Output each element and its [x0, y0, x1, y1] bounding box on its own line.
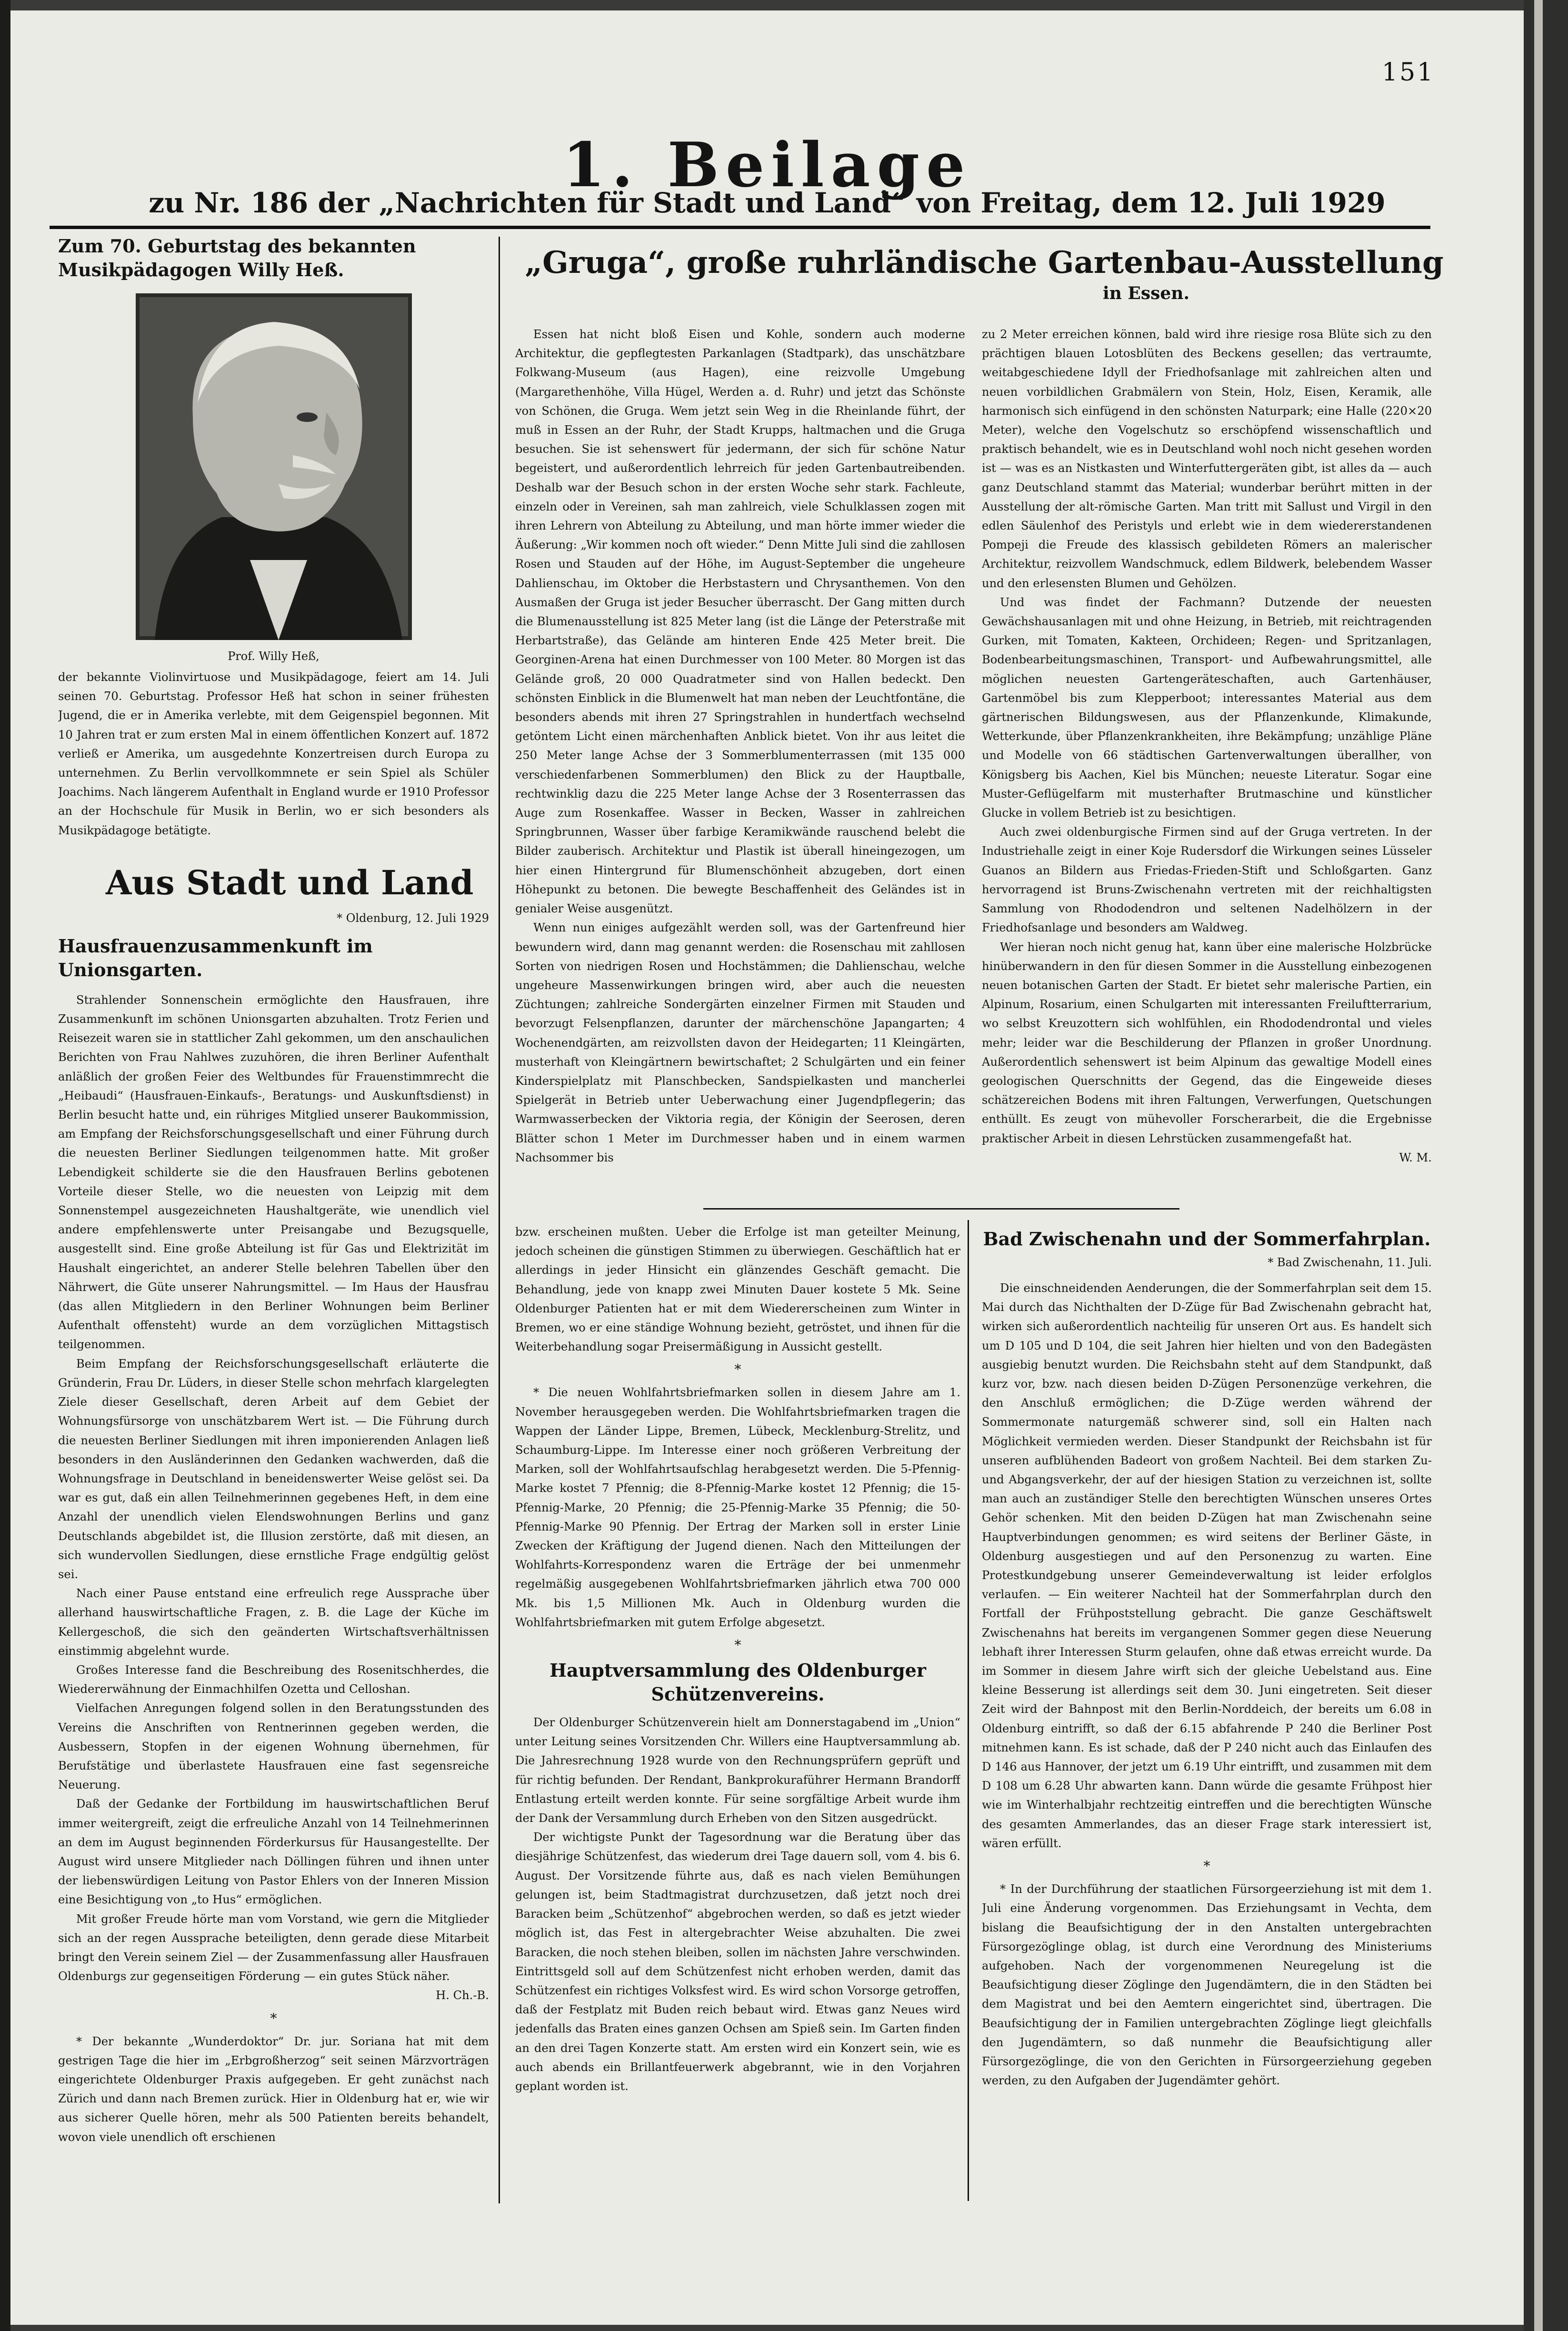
gruga-paragraph: Essen hat nicht bloß Eisen und Kohle, sondern auch moderne Architektur, die gepflegtesten Parkanlagen (Stadtpark), das unschätzbare Folkwang-Museum (aus Hagen), eine reizvolle Umgebung (Margarethenhöhe, Villa Hügel, Werden a. d. Ruhr) und jetzt das Schönste von Schönen, die Gruga. Wem jetzt sein Weg in die Rheinlande führt, der muß in Essen an der Ruhr, der Stadt Krupps, haltmachen und die Gruga besuchen. Sie ist sehenswert für jedermann, der sich für schöne Natur begeistert, und außerordentlich lehrreich für jeden Gartenbautreibenden. Deshalb war der Besuch schon in der ersten Woche sehr stark. Fachleute, einzeln oder in Vereinen, sah man zahlreich, viele Schulklassen zogen mit ihren Lehrern von Abteilung zu Abteilung, und man hörte immer wieder die Äußerung: „Wir kommen noch oft wieder.“ Denn Mitte Juli sind die zahllosen Rosen und Stauden auf der Höhe, im August-September die ungeheure Dahlienschau, im Oktober die Herbstastern und Chrysanthemen. Von den Ausmaßen der Gruga ist jeder Besucher überrascht. Der Gang mitten durch die Blumenausstellung ist 825 Meter lang (ist die Länge der Peterstraße mit Herbartstraße), das Gelände am hinteren Ende 425 Meter breit. Die Georginen-Arena hat einen Durchmesser von 100 Meter. 80 Morgen ist das Gelände groß, 20 000 Quadratmeter sind von Hallen bedeckt. Den schönsten Einblick in die Blumenwelt hat man neben der Leuchtfontäne, die besonders abends mit ihren 27 Springstrahlen in hundertfach wechselnd getöntem Licht einen märchenhaften Anblick bietet. Von ihr aus leitet die 250 Meter lange Achse der 3 Sommerblumenterrassen (mit 135 000 verschiedenfarbenen Sommerblumen) den Blick zu der Hauptballe, rechtwinklig dazu die 225 Meter lange Achse der 3 Rosenterrassen das Auge zum Rosenkaffee. Wasser in Becken, Wasser in zahlreichen Springbrunnen, Wasser über farbige Keramikwände rauschend belebt die Bilder zauberisch. Architektur und Plastik ist überall hineingezogen, um hier einen Hintergrund für Blumenschönheit abzugeben, dort einen Höhepunkt zu betonen. Die bewegte Beschaffenheit des Geländes ist in genialer Weise ausgenützt.: [515, 328, 965, 916]
gruga-paragraph: Auch zwei oldenburgische Firmen sind auf der Gruga vertreten. In der Industriehalle zeigt in einer Koje Rudersdorf die Wirkungen seines Lüsseler Guanos an Bildern aus Friedas-Frieden-Stift und Schloßgarten. Ganz hervorragend ist Bruns-Zwischenahn vertreten mit der reichhaltigsten Sammlung von Rhododendron und seltenen Nadelhölzern in der Friedhofsanlage und besonders am Waldweg.: [982, 825, 1432, 935]
separator-star: *: [270, 2010, 277, 2026]
scan-left-edge: [0, 0, 10, 2331]
zwischenahn-dateline: * Bad Zwischenahn, 11. Juli.: [1268, 1256, 1432, 1269]
schuetzen-paragraph: Der Oldenburger Schützenverein hielt am Donnerstagabend im „Union“ unter Leitung seines Vorsitzenden Chr. Willers eine Hauptversammlung ab. Die Jahresrechnung 1928 wurde von den Rechnungsprüfern geprüft und für richtig befunden. Der Rendant, Bankprokuraführer Hermann Brandorff Entlastung erteilt werden konnte. Für seine sorgfältige Arbeit wurde ihm der Dank der Versammlung durch Erheben von den Sitzen ausgedrückt.: [515, 1716, 960, 1825]
gruga-column-1: [515, 325, 965, 1206]
masthead-subtitle: zu Nr. 186 der „Nachrichten für Stadt und Land“ von Freitag, dem 12. Juli 1929: [149, 187, 1386, 219]
hausfrauen-paragraph: Nach einer Pause entstand eine erfreulich rege Aussprache über allerhand hauswirtschaftliche Fragen, z. B. die Lage der Küche im Kellergeschoß, die sich den geänderten Wirtschaftsverhältnissen einstimmig abgelehnt wurde.: [58, 1587, 489, 1658]
separator-star: *: [734, 1637, 741, 1653]
hausfrauen-paragraph: Mit großer Freude hörte man vom Vorstand, wie gern die Mitglieder sich an der regen Aussprache beteiligten, denn gerade diese Mitarbeit bringt den Verein seinem Ziel — der Zusammenfassung aller Hausfrauen Oldenburgs zur gegenseitigen Förderung — ein gutes Stück näher.: [58, 1912, 489, 1983]
hausfrauen-paragraph: Daß der Gedanke der Fortbildung im hauswirtschaftlichen Beruf immer weitergreift, zeigt die erfreuliche Anzahl von 14 Teilnehmerinnen an dem im August beginnenden Förderkursus für Hausangestellte. Der August wird unsere Mitglieder nach Döllingen führen und ihnen unter der liebenswürdigen Leitung von Pastor Ehlers von der Inneren Mission eine Besichtigung von „to Hus“ ermöglichen.: [58, 1797, 489, 1907]
left-column: [58, 234, 489, 2201]
hausfrauen-paragraph: Vielfachen Anregungen folgend sollen in den Beratungsstunden des Vereins die Anschriften von Rentnerinnen gegeben werden, die Ausbessern, Stopfen in der eigenen Wohnung übernehmen, für Berufstätige und überlastete Hausfrauen eine fast segensreiche Neuerung.: [58, 1701, 489, 1792]
portrait-caption: Prof. Willy Heß,: [228, 650, 320, 663]
schuetzen-paragraph: Der wichtigste Punkt der Tagesordnung war die Beratung über das diesjährige Schützenfest, das wiederum drei Tage dauern soll, vom 4. bis 6. August. Der Vorsitzende führte aus, daß es nach vielen Bemühungen gelungen ist, beim Stadtmagistrat durchzusetzen, daß jetzt noch drei Baracken beim „Schützenhof“ abgebrochen werden, so daß es jetzt wieder möglich ist, das Fest in altergebrachter Weise abzuhalten. Die zwei Baracken, die noch stehen bleiben, sollen im nächsten Jahre verschwinden. Eintrittsgeld soll auf dem Schützenfest nicht erhoben werden, damit das Schützenfest ein richtiges Volksfest wird. Es wird schon Vorsorge getroffen, daß der Festplatz mit Buden reich bebaut wird. Etwas ganz Neues wird jedenfalls das Braten eines ganzen Ochsen am Spieß sein. Im Garten finden an den drei Tagen Konzerte statt. Am ersten wird ein Konzert sein, wie es auch abends ein Brillantfeuerwerk abgebrannt, wie in den Vorjahren geplant worden ist.: [515, 1831, 960, 2093]
zwischenahn-paragraph: Die einschneidenden Aenderungen, die der Sommerfahrplan seit dem 15. Mai durch das Nichthalten der D-Züge für Bad Zwischenahn gebracht hat, wirken sich außerordentlich nachteilig für unseren Ort aus. Es handelt sich um D 105 und D 104, die seit Jahren hier hielten und von den Badegästen ausgiebig benutzt wurden. Die Reichsbahn steht auf dem Standpunkt, daß kurz vor, bzw. nach diesen beiden D-Zügen Personenzüge verkehren, die den Anschluß ermöglichen; die D-Züge werden während der Sommermonate naturgemäß schwerer sind, soll ein Halten nach Möglichkeit vermieden werden. Dieser Standpunkt der Reichsbahn ist für unseren aufblühenden Badeort von großem Nachteil. Bei dem starken Zu- und Abgangsverkehr, der auf der hiesigen Station zu verzeichnen ist, sollte man auch an zuständiger Stelle den berechtigten Wünschen unseres Ortes Gehör schenken. Mit den beiden D-Zügen hat man Zwischenahn seine Hauptverbindungen genommen; es wird seitens der Berliner Gäste, in Oldenburg ausgestiegen und auf den Personenzug zu warten. Eine Protestkundgebung unserer Gemeindeverwaltung ist leider erfolglos verlaufen. — Ein weiterer Nachteil hat der Sommerfahrplan durch den Fortfall der Frühpoststellung gebracht. Die ganze Geschäftswelt Zwischenahns hat bereits im vergangenen Sommer gegen diese Neuerung lebhaft ihrer Interessen Sturm gelaufen, ohne daß etwas erreicht wurde. Da im Sommer in diesem Jahre wirft sich der gleiche Uebelstand aus. Eine kleine Besserung ist allerdings seit dem 30. Juni eingetreten. Seit dieser Zeit wird der Bahnpost mit den Berlin-Norddeich, der bereits um 6.08 in Oldenburg eintrifft, so daß der 6.15 abfahrende P 240 die Berliner Post mitnehmen kann. Es ist schade, daß der P 240 nicht auch das Einlaufen des D 146 aus Hannover, der jetzt um 6.19 Uhr eintrifft, und zusammen mit dem D 108 um 6.28 Uhr abwarten kann. Dann würde die gesamte Frühpost hier wie im Winterhalbjahr rechtzeitig eintreffen und die berechtigten Wünsche des gesamten Ammerlandes, das an dieser Frage stark interessiert ist, wären erfüllt.: [982, 1281, 1432, 1850]
section-heading: Aus Stadt und Land: [106, 862, 474, 902]
newspaper-page: [10, 10, 1524, 2325]
hausfrauen-headline: Hausfrauenzusammenkunft im Unionsgarten.: [58, 935, 373, 980]
portrait-headline: Zum 70. Geburtstag des bekannten Musikpädagogen Willy Heß.: [58, 235, 416, 280]
gruga-column-2: [982, 325, 1432, 1206]
gruga-paragraph: Und was findet der Fachmann? Dutzende der neuesten Gewächshausanlagen mit und ohne Heizung, in Betrieb, mit reichtragenden Gurken, mit Tomaten, Kakteen, Orchideen; Regen- und Spritzanlagen, Bodenbearbeitungsmaschinen, Transport- und Aufbewahrungsmittel, alle möglichen neuesten Gartengeräteschaften, auch Gartenhäuser, Gartenmöbel bis zum Klepperboot; interessantes Material aus dem gärtnerischen Bildungswesen, aus der Pflanzenkunde, Klimakunde, Wetterkunde, über Pflanzenkrankheiten, ihre Bekämpfung; unzählige Pläne und Modelle von 66 städtischen Gartenverwaltungen überallher, von Königsberg bis Aachen, Kiel bis München; neueste Literatur. Sogar eine Muster-Geflügelfarm mit musterhafter Brutmaschine und künstlicher Glucke in vollem Betrieb ist zu besichtigen.: [982, 595, 1432, 820]
masthead-rule: [50, 226, 1430, 229]
wunderdoktor-continuation: bzw. erscheinen mußten. Ueber die Erfolge ist man geteilter Meinung, jedoch scheinen die günstigen Stimmen zu überwiegen. Geschäftlich hat er allerdings in jeder Hinsicht ein glänzendes Geschäft gemacht. Die Behandlung, jede von knapp zwei Minuten Dauer kostete 5 Mk. Seine Oldenburger Patienten hat er mit dem Wiedererscheinen zum Winter in Bremen, wo er eine ständige Wohnung bezieht, getröstet, und ihnen für die Weiterbehandlung sogar Preisermäßigung in Aussicht gestellt.: [515, 1225, 960, 1354]
middle-lower-column: [515, 1222, 960, 2203]
portrait-photo: [136, 293, 412, 640]
gruga-paragraph: Wenn nun einiges aufgezählt werden soll, was der Gartenfreund hier bewundern wird, dann mag genannt werden: die Rosenschau mit zahllosen Sorten von niedrigen Rosen und Hochstämmen; die Dahlienschau, welche ungeheure Massenwirkungen bringen wird, aber auch die neuesten Züchtungen; zahlreiche Sondergärten einzelner Firmen mit Stauden und bevorzugt Felsenpflanzen, darunter der märchenschöne Japangarten; 4 Wochenendgärten, am reizvollsten davon der Heidegarten; 11 Kleingärten, musterhaft von Kleingärtnern bewirtschaftet; 2 Schulgärten und ein feiner Kinderspielplatz mit Planschbecken, Sandspielkasten und mancherlei Spielgerät in Betrieb unter Ueberwachung einer Jugendpflegerin; das Warmwasserbecken der Viktoria regia, der Königin der Seerosen, deren Blätter schon 1 Meter im Durchmesser haben und in einem warmen Nachsommer bis: [515, 921, 965, 1164]
gruga-header: [508, 244, 1460, 325]
gruga-subheadline: in Essen.: [1103, 283, 1189, 303]
wohlfahrt-paragraph: * Die neuen Wohlfahrtsbriefmarken sollen in diesem Jahre am 1. November herausgegeben werden. Die Wohlfahrtsbriefmarken tragen die Wappen der Länder Lippe, Bremen, Lübeck, Mecklenburg-Strelitz, und Schaumburg-Lippe. Im Interesse einer noch größeren Verbreitung der Marken, soll der Wohlfahrtsaufschlag herabgesetzt werden. Die 5-Pfennig-Marke kostet 7 Pfennig; die 8-Pfennig-Marke kostet 12 Pfennig; die 15-Pfennig-Marke, 20 Pfennig; die 25-Pfennig-Marke 35 Pfennig; die 50-Pfennig-Marke 90 Pfennig. Der Ertrag der Marken soll in erster Linie Zwecken der Kräftigung der Jugend dienen. Nach den Mitteilungen der Wohlfahrts-Korrespondenz waren die Erträge der bei unmenmehr regelmäßig ausgegebenen Wohlfahrtsbriefmarken jährlich etwa 700 000 Mk. bis 1,5 Millionen Mk. Auch in Oldenburg wurden die Wohlfahrtsbriefmarken mit gutem Erfolge abgesetzt.: [515, 1386, 960, 1629]
column-divider-left: [499, 237, 500, 2203]
separator-star: *: [734, 1361, 741, 1378]
portrait-body: der bekannte Violinvirtuose und Musikpädagoge, feiert am 14. Juli seinen 70. Geburtstag. Professor Heß hat schon in seiner frühesten Jugend, die er in Amerika verlebte, mit dem Geigenspiel begonnen. Mit 10 Jahren trat er zum ersten Mal in einem öffentlichen Konzert auf. 1872 verließ er Amerika, um ausgedehnte Konzertreisen durch Europa zu unternehmen. Zu Berlin vervollkommnete er sein Spiel als Schüler Joachims. Nach längerem Aufenthalt in England wurde er 1910 Professor an der Hochschule für Musik in Berlin, wo er sich besonders als Musikpädagoge betätigte.: [58, 670, 489, 837]
fuersorge-paragraph: * In der Durchführung der staatlichen Fürsorgeerziehung ist mit dem 1. Juli eine Änderung vorgenommen. Das Erziehungsamt in Vechta, dem bislang die Beaufsichtigung der in den Anstalten untergebrachten Fürsorgezöglinge oblag, ist durch eine Verordnung des Ministeriums aufgehoben. Nach der vorgenommenen Neuregelung ist die Beaufsichtigung dieser Zöglinge den Jugendämtern, die in den Städten bei dem Magistrat und bei den Aemtern eingerichtet sind, übertragen. Die Beaufsichtigung der in Familien untergebrachten Zöglinge liegt gleichfalls den Jugendämtern, so daß nunmehr die Beaufsichtigung aller Fürsorgezöglinge, die von den Gerichten in Fürsorgeerziehung gegeben werden, zu den Aufgaben der Jugendämter gehört.: [982, 1882, 1432, 2088]
column-divider-right: [968, 1220, 969, 2201]
separator-star: *: [1203, 1858, 1210, 1874]
scan-binding-edge: [1524, 0, 1568, 2331]
masthead-title: 1. Beilage: [562, 130, 972, 201]
gruga-paragraph: zu 2 Meter erreichen können, bald wird ihre riesige rosa Blüte sich zu den prächtigen blauen Lotosblüten des Beckens gesellen; das vertraumte, weitabgeschiedene Idyll der Friedhofsanlage mit zahlreichen alten und neuen vorbildlichen Grabmälern von Stein, Holz, Eisen, Keramik, alle harmonisch sich einfügend in den schönsten Naturpark; eine Halle (220×20 Meter), welche den Vogelschutz so erschöpfend wissenschaftlich und praktisch behandelt, wie es in Deutschland wohl noch nicht gesehen worden ist — was es an Nistkasten und Winterfuttergeräten gibt, ist alles da — auch ganz Deutschland stammt das Material; wunderbar berührt mitten in der Ausstellung der alt-römische Garten. Man tritt mit Sallust und Virgil in den edlen Säulenhof des Peristyls und erlebt wie in dem wiedererstandenen Pompeji die Freude des klassisch gebildeten Römers an malerischer Architektur, reizvollem Wandschmuck, edlem Bildwerk, belebendem Wasser und den erlesensten Blumen und Gehölzen.: [982, 328, 1432, 590]
dateline: * Oldenburg, 12. Juli 1929: [337, 911, 489, 925]
hausfrauen-signature: H. Ch.-B.: [436, 1989, 489, 2002]
rule-below-gruga: [703, 1208, 1179, 1210]
wunderdoktor-paragraph: * Der bekannte „Wunderdoktor“ Dr. jur. Soriana hat mit dem gestrigen Tage die hier im „Erbgroßherzog“ seit seinen Märzvorträgen eingerichtete Oldenburger Praxis aufgegeben. Er geht zunächst nach Zürich und dann nach Bremen zurück. Hier in Oldenburg hat er, wie wir aus sicherer Quelle hören, mehr als 500 Patienten bereits behandelt, wovon viele unendlich oft erschienen: [58, 2034, 489, 2144]
zwischenahn-headline: Bad Zwischenahn und der Sommerfahrplan.: [983, 1228, 1431, 1250]
gruga-headline: „Gruga“, große ruhrländische Gartenbau-Ausstellung: [525, 245, 1444, 280]
gruga-paragraph: Wer hieran noch nicht genug hat, kann über eine malerische Holzbrücke hinüberwandern in den für diesen Sommer in die Ausstellung einbezogenen neuen botanischen Garten der Stadt. Er bietet sehr malerische Partien, ein Alpinum, Rosarium, einen Schulgarten mit interessanten Freiluftterrarium, wo selbst Kreuzottern sich wohlfühlen, ein Rhododendrontal und vieles mehr; leider war die Beschilderung der Pflanzen in großer Unordnung. Außerordentlich sehenswert ist beim Alpinum das gewaltige Modell eines geologischen Querschnitts der Gegend, das die Eingeweide dieses schätzereichen Bodens mit ihren Faltungen, Verwerfungen, Quetschungen enthüllt. Es zeugt von mühevoller Forscherarbeit, die die Ergebnisse praktischer Arbeit in diesen Lehrstücken zusammengefaßt hat.: [982, 940, 1432, 1145]
page-number: 151: [1382, 58, 1435, 87]
hausfrauen-paragraph: Strahlender Sonnenschein ermöglichte den Hausfrauen, ihre Zusammenkunft im schönen Unionsgarten abzuhalten. Trotz Ferien und Reisezeit waren sie in stattlicher Zahl gekommen, um den anschaulichen Berichten von Frau Nahlwes zuzuhören, die ihren Berliner Aufenthalt anläßlich der großen Feier des Weltbundes für Frauenstimmrecht die „Heibaudi“ (Hausfrauen-Einkaufs-, Beratungs- und Auskunftsdienst) in Berlin besucht hatte und, ein rühriges Mitglied unserer Baukommission, am Empfang der Reichsforschungsgesellschaft und einer Führung durch die neuesten Berliner Siedlungen teilgenommen hatte. Mit großer Lebendigkeit schilderte sie die den Hausfrauen Berlins gebotenen Vorteile dieser Stelle, wo die neuesten von Leipzig mit dem Sonnenstempel ausgezeichneten Haushaltgeräte, wie unendlich viel andere empfehlenswerte unter Preisangabe und Bezugsquelle, ausgestellt sind. Eine große Abteilung ist für Gas und Elektrizität im Haushalt eingerichtet, an anderer Stelle belehren Tabellen über den Nährwert, die Güte unserer Nahrungsmittel. — Im Haus der Hausfrau (das allen Mitgliedern in den Berliner Wohnungen beim Berliner Aufenthalt offensteht) wurde an dem vorzüglichen Mittagstisch teilgenommen.: [58, 993, 489, 1351]
right-lower-column: [982, 1227, 1432, 2203]
schuetzen-headline: Hauptversammlung des Oldenburger Schützenvereins.: [549, 1660, 926, 1705]
hausfrauen-paragraph: Großes Interesse fand die Beschreibung des Rosenitschherdes, die Wiedererwähnung der Einmachhilfen Ozetta und Celloshan.: [58, 1663, 489, 1696]
hausfrauen-paragraph: Beim Empfang der Reichsforschungsgesellschaft erläuterte die Gründerin, Frau Dr. Lüders, in dieser Stelle schon mehrfach klargelegten Ziele dieser Gesellschaft, deren Arbeit auf dem Gebiet der Wohnungsfürsorge von unschätzbarem Wert ist. — Die Führung durch die neuesten Berliner Siedlungen mit ihren imponierenden Anlagen ließ besonders in den Ausländerinnen den Gedanken wachwerden, daß die Wohnungsfrage in Deutschland in beneidenswerter Weise gelöst sei. Da war es gut, daß ein allen Teilnehmerinnen gegebenes Heft, in dem eine Anzahl der unendlich vielen Elendswohnungen Berlins und ganz Deutschlands abgebildet ist, die Illusion zerstörte, daß mit diesen, an sich wundervollen Siedlungen, diese ernstliche Frage endgültig gelöst sei.: [58, 1357, 489, 1581]
gruga-signature: W. M.: [1399, 1150, 1432, 1164]
